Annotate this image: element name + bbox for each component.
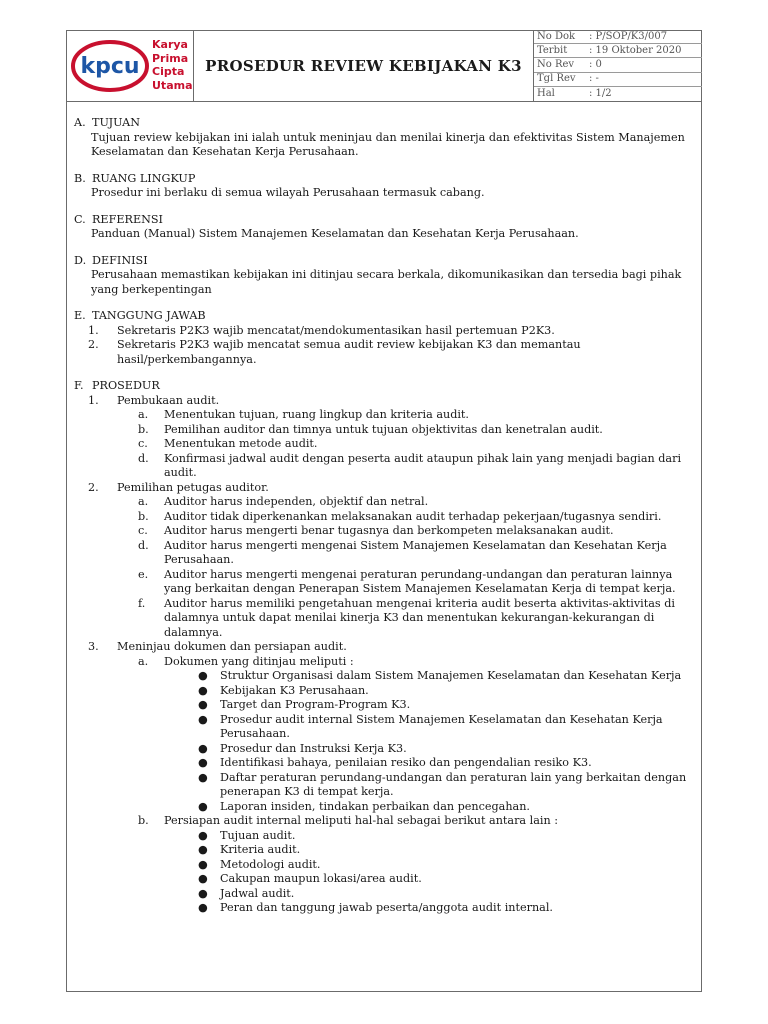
section-heading-prosedur: F. PROSEDUR bbox=[74, 379, 160, 392]
list-item: f. Auditor harus memiliki pengetahuan mengenai kriteria audit beserta aktivitas-aktivitas di dalamnya untuk dapat menilai kinerja K3 dan menentukan kekurangan-kekurangan di dalamnya. bbox=[138, 596, 675, 639]
list-item: c. Menentukan metode audit. bbox=[138, 437, 318, 450]
bullet-item: ● Prosedur dan Instruksi Kerja K3. bbox=[198, 741, 407, 755]
bullet-item: ● Metodologi audit. bbox=[198, 857, 321, 871]
meta-row-tgl-rev: Tgl Rev : - bbox=[534, 73, 702, 87]
logo-cell bbox=[66, 30, 194, 101]
list-item: e. Auditor harus mengerti mengenai peraturan perundang-undangan dan peraturan lainnya yang berkaitan dengan Penerapan Sistem Manajemen Keselamatan Kerja di tempat kerja. bbox=[138, 567, 676, 595]
list-item: a. Menentukan tujuan, ruang lingkup dan kriteria audit. bbox=[138, 408, 469, 421]
list-item: 1. Pembukaan audit. bbox=[88, 393, 220, 407]
list-item: d. Konfirmasi jadwal audit dengan peserta audit ataupun pihak lain yang menjadi bagian dari audit. bbox=[138, 451, 682, 479]
logo-line: Karya bbox=[152, 38, 188, 51]
bullet-item: ● Kebijakan K3 Perusahaan. bbox=[198, 683, 369, 697]
section-text-definisi: Perusahaan memastikan kebijakan ini ditinjau secara berkala, dikomunikasikan dan tersedia bagi pihak yang berkepentingan bbox=[91, 268, 682, 296]
bullet-item: ● Target dan Program-Program K3. bbox=[198, 698, 411, 711]
list-item: b. Pemilihan auditor dan timnya untuk tujuan objektivitas dan kenetralan audit. bbox=[138, 422, 603, 436]
document-header bbox=[66, 30, 702, 102]
list-item: a. Dokumen yang ditinjau meliputi : bbox=[138, 654, 354, 668]
section-heading-tujuan: A. TUJUAN bbox=[74, 116, 141, 129]
list-item: 2. Pemilihan petugas auditor. bbox=[88, 480, 269, 494]
section-text-ruang-lingkup: Prosedur ini berlaku di semua wilayah Perusahaan termasuk cabang. bbox=[91, 186, 485, 199]
list-item: b. Persiapan audit internal meliputi hal-hal sebagai berikut antara lain : bbox=[138, 814, 558, 827]
list-item: 1. Sekretaris P2K3 wajib mencatat/mendokumentasikan hasil pertemuan P2K3. bbox=[88, 323, 555, 337]
list-item: b. Auditor tidak diperkenankan melaksanakan audit terhadap pekerjaan/tugasnya sendiri. bbox=[138, 509, 662, 523]
list-item: 2. Sekretaris P2K3 wajib mencatat semua audit review kebijakan K3 dan memantau hasil/perkembangannya. bbox=[88, 338, 581, 366]
bullet-item: ● Daftar peraturan perundang-undangan dan peraturan lain yang berkaitan dengan penerapan K3 di tempat kerja. bbox=[198, 770, 687, 798]
bullet-item: ● Identifikasi bahaya, penilaian resiko dan pengendalian resiko K3. bbox=[198, 756, 592, 769]
logo-mark-text: kpcu bbox=[80, 54, 140, 79]
logo-line: Prima bbox=[152, 51, 189, 65]
section-text-referensi: Panduan (Manual) Sistem Manajemen Keselamatan dan Kesehatan Kerja Perusahaan. bbox=[91, 227, 579, 240]
list-item: 3. Meninjau dokumen dan persiapan audit. bbox=[88, 640, 347, 653]
section-heading-definisi: D. DEFINISI bbox=[74, 253, 148, 267]
logo-line: Cipta bbox=[152, 65, 185, 78]
logo-company-name bbox=[152, 38, 193, 92]
document-title: PROSEDUR REVIEW KEBIJAKAN K3 bbox=[194, 30, 534, 101]
list-item: a. Auditor harus independen, objektif dan netral. bbox=[138, 495, 429, 508]
bullet-item: ● Prosedur audit internal Sistem Manajemen Keselamatan dan Kesehatan Kerja Perusahaan. bbox=[198, 712, 663, 740]
bullet-item: ● Jadwal audit. bbox=[198, 886, 295, 900]
meta-row-hal: Hal : 1/2 bbox=[537, 87, 612, 99]
list-item: d. Auditor harus mengerti mengenai Sistem Manajemen Keselamatan dan Kesehatan Kerja Perusahaan. bbox=[138, 538, 667, 566]
section-text-tujuan: Tujuan review kebijakan ini ialah untuk meninjau dan menilai kinerja dan efektivitas Sistem Manajemen Keselamatan dan Kesehatan Kerja Perusahaan. bbox=[91, 130, 685, 158]
document-meta-table bbox=[534, 30, 702, 101]
document-body bbox=[74, 116, 698, 916]
meta-row-terbit: Terbit : 19 Oktober 2020 bbox=[534, 44, 702, 58]
meta-row-no-rev: No Rev : 0 bbox=[534, 58, 702, 72]
meta-row-no-dok: No Dok : P/SOP/K3/007 bbox=[534, 30, 702, 44]
bullet-item: ● Peran dan tanggung jawab peserta/anggota audit internal. bbox=[198, 901, 553, 914]
company-logo-icon bbox=[70, 36, 154, 96]
bullet-item: ● Kriteria audit. bbox=[198, 843, 301, 856]
bullet-item: ● Struktur Organisasi dalam Sistem Manajemen Keselamatan dan Kesehatan Kerja bbox=[198, 669, 682, 682]
section-heading-tanggung-jawab: E. TANGGUNG JAWAB bbox=[74, 309, 206, 322]
logo-line: Utama bbox=[152, 78, 193, 92]
list-item: c. Auditor harus mengerti benar tugasnya dan berkompeten melaksanakan audit. bbox=[138, 524, 614, 537]
bullet-item: ● Laporan insiden, tindakan perbaikan dan pencegahan. bbox=[198, 799, 530, 813]
bullet-item: ● Tujuan audit. bbox=[198, 828, 296, 842]
bullet-item: ● Cakupan maupun lokasi/area audit. bbox=[198, 872, 422, 885]
section-heading-ruang-lingkup: B. RUANG LINGKUP bbox=[74, 171, 196, 185]
section-heading-referensi: C. REFERENSI bbox=[74, 212, 163, 226]
